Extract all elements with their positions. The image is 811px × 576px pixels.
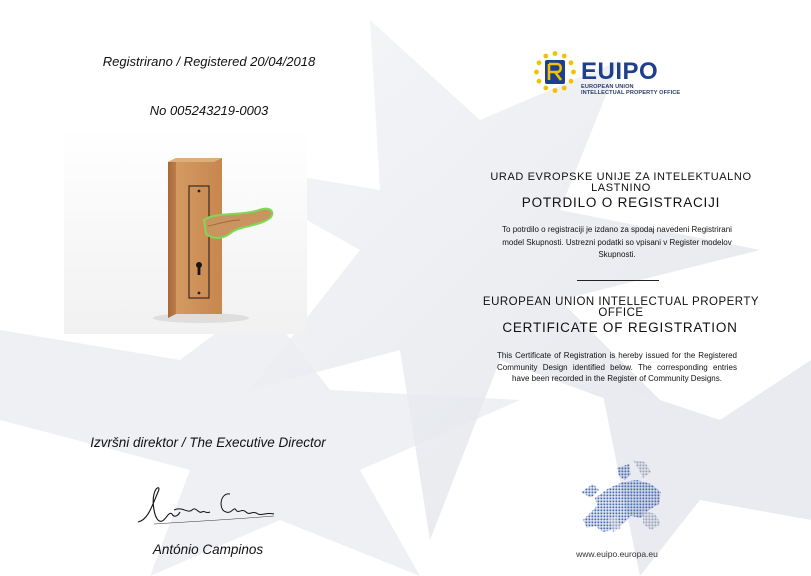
logo-subtitle-1: EUROPEAN UNION [581, 84, 634, 90]
signature [134, 480, 280, 530]
registration-number: No 005243219-0003 [149, 103, 269, 118]
certificate-title-sl: POTRDILO O REGISTRACIJI [521, 195, 721, 210]
section-divider [577, 280, 659, 281]
euipo-logo [533, 48, 693, 96]
eu-map-icon [573, 458, 673, 538]
registration-date: Registrirano / Registered 20/04/2018 [102, 54, 316, 69]
eu-star-logo-icon [533, 50, 577, 94]
office-name-en: EUROPEAN UNION INTELLECTUAL PROPERTY OFFICE [482, 296, 760, 319]
director-name: António Campinos [152, 542, 264, 557]
right-panel [405, 0, 811, 576]
logo-brand-text: EUIPO [581, 58, 659, 85]
certificate-title-en: CERTIFICATE OF REGISTRATION [502, 320, 738, 335]
certificate-body-en: This Certificate of Registration is hereby issued for the Registered Community Design identified below. The corresponding entries have been recorded in the Register of Community Designs. [497, 351, 737, 383]
director-title: Izvršni direktor / The Executive Director [90, 435, 326, 450]
logo-subtitle-2: INTELLECTUAL PROPERTY OFFICE [581, 90, 681, 96]
website-link[interactable]: www.euipo.europa.eu [576, 549, 658, 559]
design-photo [64, 128, 307, 334]
left-panel [0, 0, 405, 576]
certificate-body-sl: To potrdilo o registraciji je izdano za spodaj navedeni Registrirani model Skupnosti. Ustrezni podatki so vpisani v Register modelov Skupnosti. [502, 225, 732, 259]
office-name-sl: URAD EVROPSKE UNIJE ZA INTELEKTUALNO LASTNINO [490, 171, 752, 194]
